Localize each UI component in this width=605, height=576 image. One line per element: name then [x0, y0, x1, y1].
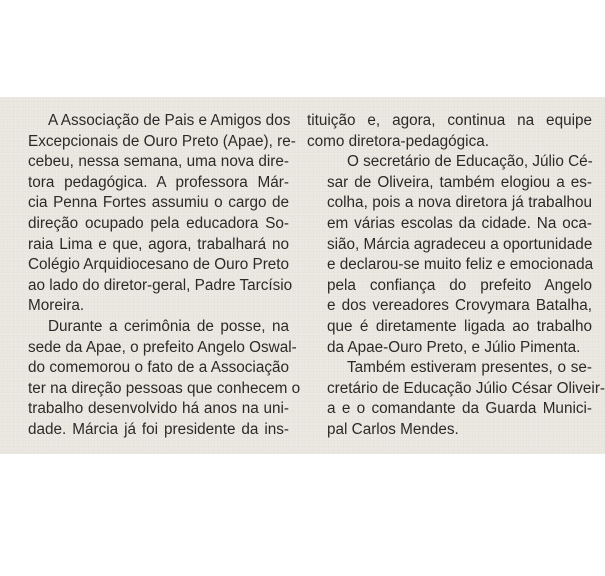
text-line: sede da Apae, o prefeito Angelo Oswal-: [28, 338, 297, 356]
text-line: colha, pois a nova diretora já trabalhou: [327, 194, 592, 212]
text-line: raia Lima e que, agora, trabalhará no: [28, 235, 289, 253]
text-line: ter na direção pessoas que conhecem o: [28, 379, 301, 397]
text-line: Moreira.: [28, 297, 85, 315]
text-line: e declarou-se muito feliz e emocionada: [327, 256, 594, 274]
text-line: pela confiança do prefeito Angelo: [327, 276, 592, 294]
text-line: dade. Márcia já foi presidente da ins-: [28, 420, 289, 438]
text-line: trabalho desenvolvido há anos na uni-: [28, 400, 289, 418]
article-paragraph: [307, 152, 592, 358]
text-line: sar de Oliveira, também elogiou a es-: [327, 173, 592, 191]
text-line: tituição e, agora, continua na equipe: [307, 112, 592, 129]
text-line: Colégio Arquidiocesano de Ouro Preto: [28, 256, 290, 274]
text-line: direção ocupado pela educadora So-: [28, 214, 289, 232]
text-line: em várias escolas da cidade. Na oca-: [327, 214, 592, 232]
text-line: cretário de Educação Júlio César Oliveir-: [327, 379, 605, 397]
text-line: Excepcionais de Ouro Preto (Apae), re-: [28, 132, 296, 150]
text-line: sião, Márcia agradeceu a oportunidade: [327, 235, 593, 253]
article-paragraph: [8, 317, 301, 441]
text-line: pal Carlos Mendes.: [327, 420, 459, 438]
article-column-left: [8, 111, 301, 441]
article-paragraph: [307, 111, 592, 152]
newspaper-clipping: [0, 97, 605, 454]
text-line: e dos vereadores Crovymara Batalha,: [327, 297, 592, 315]
article-column-right: [307, 111, 605, 441]
text-line: ao lado do diretor-geral, Padre Tarcísio: [28, 276, 293, 294]
text-line: Também estiveram presentes, o se-: [347, 359, 592, 377]
text-line: tora pedagógica. A professora Már-: [28, 173, 289, 191]
text-line: A Associação de Pais e Amigos dos: [48, 112, 291, 129]
article-paragraph: [8, 111, 296, 317]
text-line: do comemorou o fato de a Associação: [28, 359, 289, 377]
text-line: como diretora-pedagógica.: [307, 132, 489, 150]
text-line: O secretário de Educação, Júlio Cé-: [347, 153, 593, 171]
text-line: cia Penna Fortes assumiu o cargo de: [28, 194, 289, 212]
text-line: da Apae-Ouro Preto, e Júlio Pimenta.: [327, 338, 581, 356]
text-line: Durante a cerimônia de posse, na: [48, 317, 289, 335]
text-line: cebeu, nessa semana, uma nova dire-: [28, 153, 289, 171]
article-paragraph: [307, 358, 605, 440]
text-line: a e o comandante da Guarda Munici-: [327, 400, 592, 418]
text-line: que é diretamente ligada ao trabalho: [327, 317, 592, 335]
